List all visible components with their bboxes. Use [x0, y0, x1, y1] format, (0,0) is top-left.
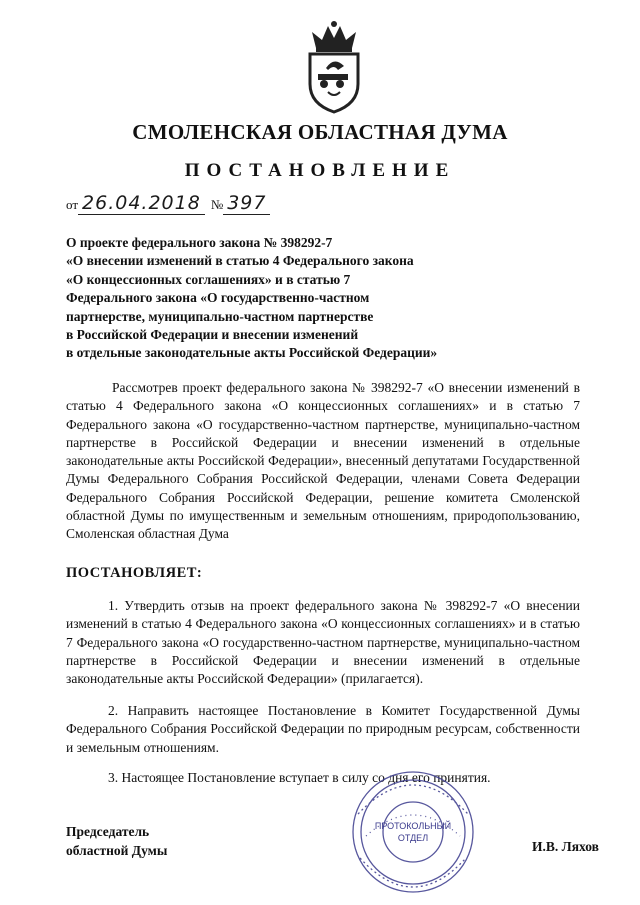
intro-paragraph: Рассмотрев проект федерального закона № 398292-7 «О внесении изменений в статью 4 Федерального закона «О концессионных соглашениях» и в статью 7 Федерального закона «О государственно-частном партнерстве, муниципально-частном партнерстве в Российской Федерации и внесении изменений в отдельные законодательные акты Российской Федерации», внесенный депутатами Государственной Думы Федерального Собрания Российской Федерации, членами Совета Федерации Федерального Собрания Российской Федерации, решение комитета Смоленской областной Думы по имущественным и земельным отношениям, природопользованию, Смоленская областная Дума [66, 380, 580, 542]
subject-line: «О внесении изменений в статью 4 Федерального закона [66, 253, 414, 269]
number-label: № [210, 197, 224, 212]
official-stamp [338, 766, 488, 896]
subject-line: партнерстве, муниципально-частном партнерстве [66, 308, 374, 324]
subject-line: «О концессионных соглашениях» и в статью 7 [66, 271, 351, 287]
coat-of-arms-icon [298, 18, 370, 116]
signatory-title-line: областной Думы [66, 843, 168, 858]
resolution-item: 3. Настоящее Постановление вступает в силу со дня его принятия. [108, 770, 491, 785]
resolution-item: 2. Направить настоящее Постановление в Комитет Государственной Думы Федерального Собрания Российской Федерации по природным ресурсам, собственности и земельным отношениям. [66, 703, 580, 755]
signatory-title [66, 822, 167, 860]
handwritten-number: 397 [223, 192, 270, 215]
document-type-heading: ПОСТАНОВЛЕНИЕ [184, 160, 456, 181]
handwritten-date: 26.04.2018 [78, 192, 205, 215]
date-prefix: от [66, 197, 79, 212]
subject-line: в отдельные законодательные акты Российской Федерации» [66, 345, 438, 361]
resolution-item: 1. Утвердить отзыв на проект федерального закона № 398292-7 «О внесении изменений в статью 4 Федерального закона «О концессионных соглашениях» и в статью 7 Федерального закона «О государственно-частном партнерстве, муниципально-частном партнерстве в Российской Федерации и внесении изменений в отдельные законодательные акты Российской Федерации» (прилагается). [66, 598, 580, 687]
document-subject [66, 234, 526, 363]
subject-line: О проекте федерального закона № 398292-7 [66, 235, 333, 250]
date-number-line [66, 192, 270, 214]
subject-line: Федерального закона «О государственно-частном [66, 290, 370, 306]
stamp-text: ОТДЕЛ [397, 833, 429, 843]
stamp-text: ПРОТОКОЛЬНЫЙ [374, 821, 452, 831]
subject-line: в Российской Федерации и внесении изменений [66, 327, 359, 343]
signatory-title-line: Председатель [66, 824, 150, 839]
signatory-name: И.В. Ляхов [532, 839, 599, 854]
resolves-heading: ПОСТАНОВЛЯЕТ: [66, 565, 203, 581]
organization-title: СМОЛЕНСКАЯ ОБЛАСТНАЯ ДУМА [132, 120, 508, 144]
